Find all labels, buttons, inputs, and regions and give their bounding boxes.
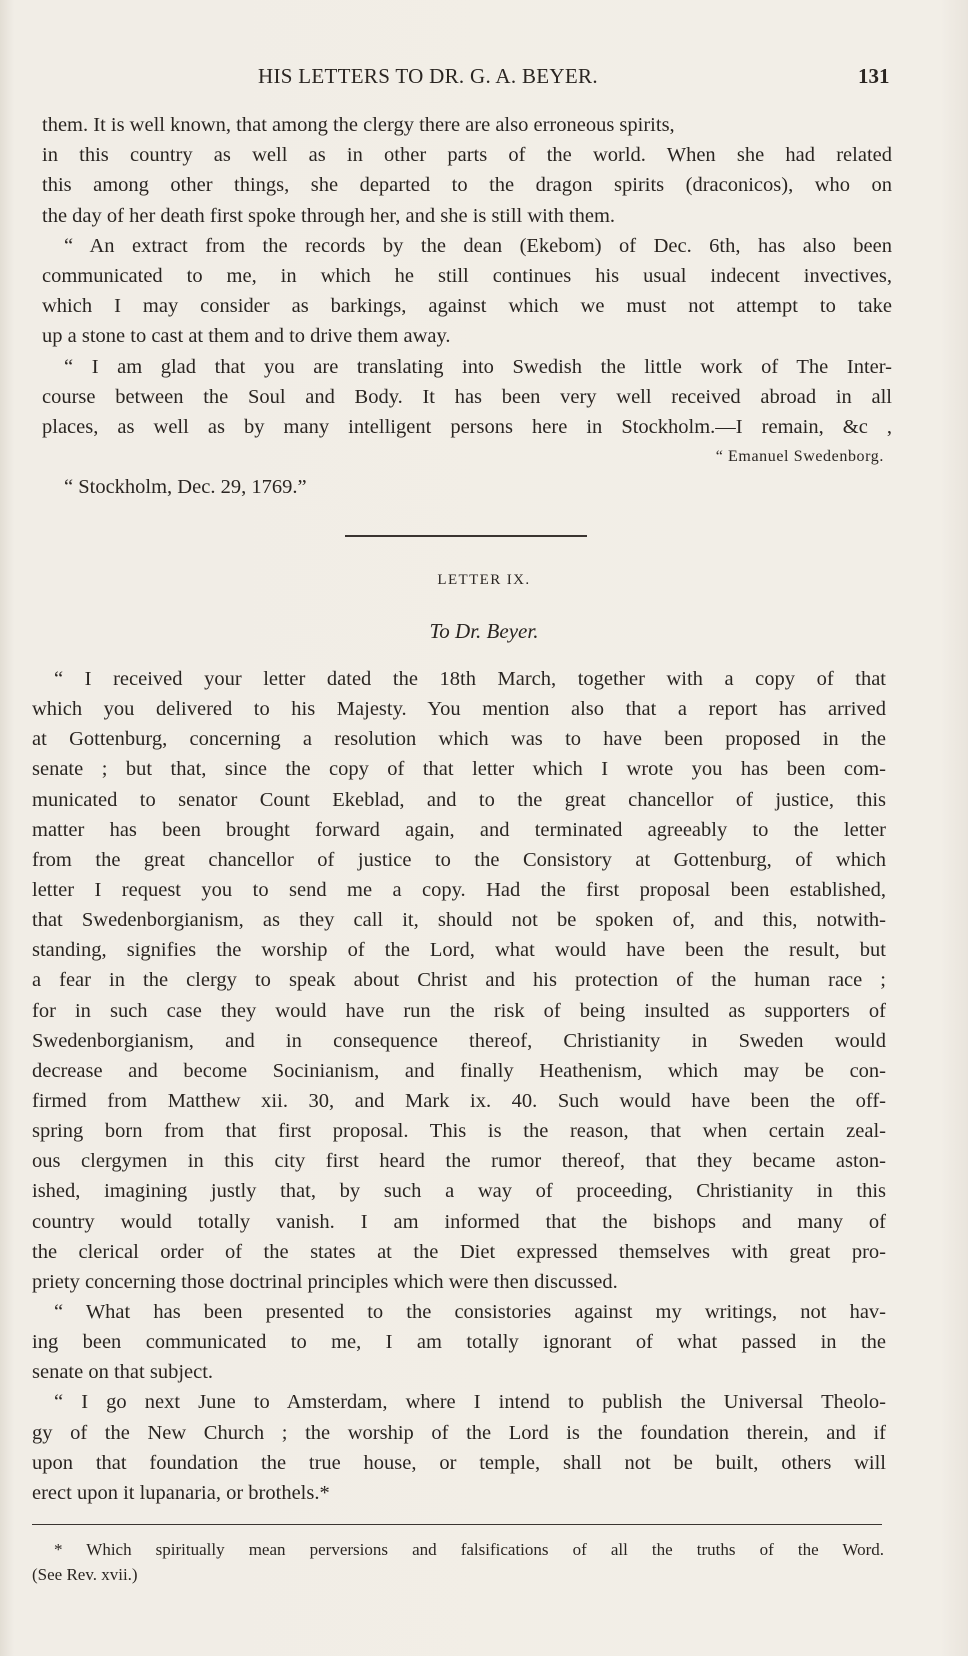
text-line: which you delivered to his Majesty. You mention also that a report has arrived	[32, 698, 886, 721]
text-line: “ I am glad that you are translating into Swedish the little work of The Inter-	[64, 355, 892, 378]
text-line: letter I request you to send me a copy. Had the first proposal been established,	[32, 878, 886, 901]
page-number: 131	[858, 64, 890, 88]
section-divider	[345, 535, 587, 537]
text-line: firmed from Matthew xii. 30, and Mark ix. 40. Such would have been the off-	[32, 1089, 886, 1112]
footnote-rule	[32, 1524, 882, 1525]
text-block-continued	[42, 110, 892, 502]
text-line: senate on that subject.	[32, 1361, 214, 1384]
text-line: priety concerning those doctrinal principles which were then discussed.	[32, 1270, 618, 1293]
letter-recipient: To Dr. Beyer.	[429, 619, 539, 643]
text-line: that Swedenborgianism, as they call it, should not be spoken of, and this, notwith-	[32, 909, 886, 932]
text-line: a fear in the clergy to speak about Christ and his protection of the human race ;	[32, 969, 886, 992]
text-line: up a stone to cast at them and to drive them away.	[42, 325, 451, 348]
footnote-line: (See Rev. xvii.)	[32, 1565, 138, 1584]
text-line: course between the Soul and Body. It has been very well received abroad in all	[42, 385, 892, 408]
text-line: Swedenborgianism, and in consequence thereof, Christianity in Sweden would	[32, 1029, 886, 1052]
signature: “ Emanuel Swedenborg.	[715, 448, 884, 466]
text-line: upon that foundation the true house, or temple, shall not be built, others will	[32, 1451, 886, 1474]
text-line: country would totally vanish. I am informed that the bishops and many of	[32, 1210, 886, 1233]
text-line: “ I go next June to Amsterdam, where I intend to publish the Universal Theolo-	[54, 1391, 886, 1414]
text-line: for in such case they would have run the risk of being insulted as supporters of	[32, 999, 886, 1022]
text-line: “ I received your letter dated the 18th March, together with a copy of that	[54, 668, 886, 690]
text-line: erect upon it lupanaria, or brothels.*	[32, 1481, 330, 1504]
text-line: “ What has been presented to the consistories against my writings, not hav-	[54, 1300, 886, 1323]
footnote-line: * Which spiritually mean perversions and falsifications of all the truths of the Word.	[54, 1540, 884, 1559]
text-line: decrease and become Socinianism, and finally Heathenism, which may be con-	[32, 1059, 886, 1082]
footnote	[32, 1537, 884, 1587]
text-line: spring born from that first proposal. This is the reason, that when certain zeal-	[32, 1120, 886, 1143]
letter-number: LETTER IX.	[437, 572, 531, 588]
text-line: at Gottenburg, concerning a resolution which was to have been proposed in the	[32, 728, 886, 751]
page-header	[0, 64, 968, 94]
text-line: standing, signifies the worship of the Lord, what would have been the result, but	[32, 939, 886, 962]
text-line: matter has been brought forward again, and terminated agreeably to the letter	[32, 818, 886, 841]
text-line: gy of the New Church ; the worship of the Lord is the foundation therein, and if	[32, 1421, 886, 1444]
dateline: “ Stockholm, Dec. 29, 1769.”	[64, 476, 307, 499]
text-line: which I may consider as barkings, against which we must not attempt to take	[42, 295, 892, 318]
text-line: ished, imagining justly that, by such a way of proceeding, Christianity in this	[32, 1180, 886, 1203]
letter-ix-text	[32, 664, 886, 1508]
text-line: the day of her death first spoke through her, and she is still with them.	[42, 204, 616, 227]
text-line: senate ; but that, since the copy of that letter which I wrote you has been com-	[32, 758, 886, 781]
text-line: the clerical order of the states at the Diet expressed themselves with great pro-	[32, 1240, 886, 1263]
text-line: communicated to me, in which he still continues his usual indecent invectives,	[42, 264, 892, 287]
text-line: from the great chancellor of justice to the Consistory at Gottenburg, of which	[32, 848, 886, 871]
text-line: “ An extract from the records by the dean (Ekebom) of Dec. 6th, has also been	[64, 234, 892, 257]
text-line: this among other things, she departed to the dragon spirits (draconicos), who on	[42, 174, 892, 197]
text-line: in this country as well as in other parts of the world. When she had related	[42, 144, 892, 167]
running-head: HIS LETTERS TO DR. G. A. BEYER.	[258, 64, 598, 88]
text-line: places, as well as by many intelligent persons here in Stockholm.—I remain, &c ,	[42, 415, 892, 438]
text-line: them. It is well known, that among the clergy there are also erroneous spirits,	[42, 114, 675, 136]
text-line: municated to senator Count Ekeblad, and to the great chancellor of justice, this	[32, 788, 886, 811]
text-line: ous clergymen in this city first heard the rumor thereof, that they became aston-	[32, 1150, 886, 1173]
text-line: ing been communicated to me, I am totally ignorant of what passed in the	[32, 1331, 886, 1354]
